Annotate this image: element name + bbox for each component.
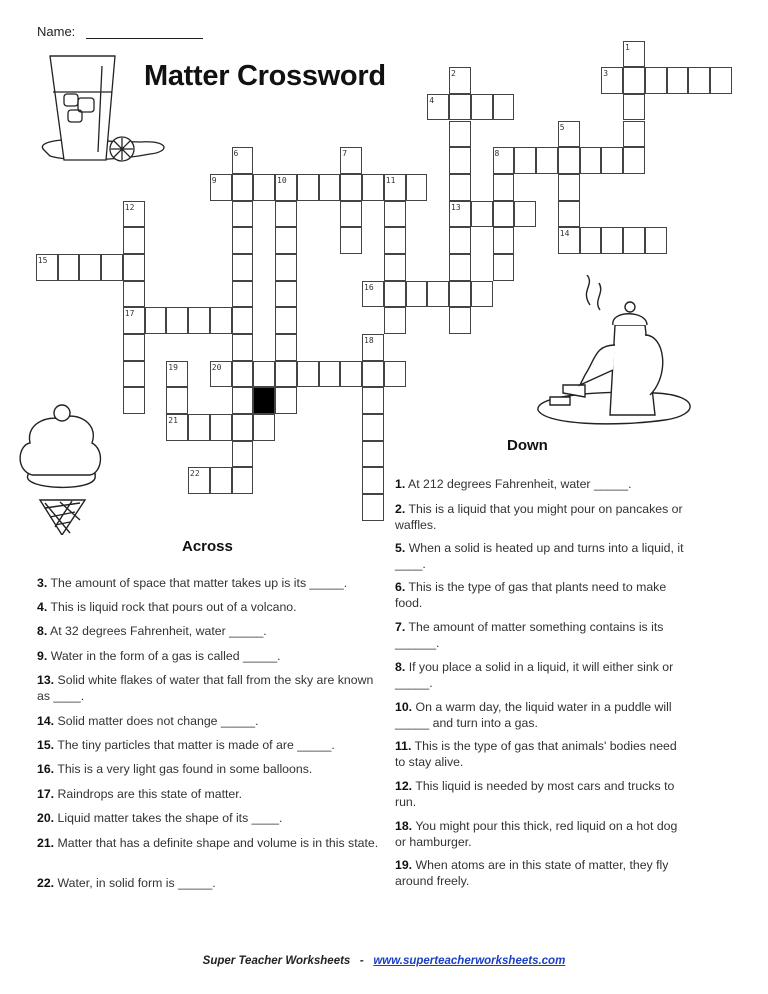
crossword-cell[interactable] <box>319 361 341 388</box>
crossword-cell[interactable] <box>232 441 254 468</box>
clue-text: This is the type of gas that animals' bodies need to stay alive. <box>395 739 677 769</box>
down-clue <box>395 858 685 889</box>
crossword-cell[interactable] <box>232 281 254 308</box>
crossword-cell[interactable] <box>232 174 254 201</box>
down-clue <box>395 541 685 572</box>
crossword-cell[interactable] <box>623 121 645 148</box>
clue-number: 19 <box>168 362 178 372</box>
crossword-cell[interactable] <box>101 254 123 281</box>
clue-text: This is a liquid that you might pour on pancakes or waffles. <box>395 502 683 532</box>
down-clue <box>395 502 685 533</box>
across-clue <box>37 649 382 665</box>
clue-number: 15 <box>37 255 48 265</box>
crossword-cell[interactable] <box>645 227 667 254</box>
crossword-cell[interactable] <box>558 147 580 174</box>
crossword-cell[interactable] <box>601 67 623 94</box>
clue-text: The tiny particles that matter is made of are _____. <box>57 738 335 752</box>
crossword-cell[interactable] <box>449 94 471 121</box>
crossword-cell[interactable] <box>340 361 362 388</box>
clue-number: 10. <box>395 700 413 714</box>
crossword-cell[interactable] <box>275 281 297 308</box>
crossword-cell[interactable] <box>623 94 645 121</box>
crossword-cell[interactable] <box>232 467 254 494</box>
clue-number: 2 <box>451 69 456 79</box>
crossword-cell[interactable] <box>275 174 297 201</box>
crossword-cell[interactable] <box>384 307 406 334</box>
crossword-cell[interactable] <box>275 201 297 228</box>
crossword-cell[interactable] <box>449 254 471 281</box>
clue-number: 21. <box>37 836 55 850</box>
down-heading: Down <box>507 437 548 454</box>
crossword-cell[interactable] <box>362 281 384 308</box>
crossword-cell[interactable] <box>275 227 297 254</box>
crossword-cell[interactable] <box>188 307 210 334</box>
crossword-cell[interactable] <box>362 387 384 414</box>
crossword-cell[interactable] <box>471 281 493 308</box>
across-clue <box>37 738 382 754</box>
crossword-cell[interactable] <box>623 147 645 174</box>
ice-cream-cone-illustration <box>10 375 110 535</box>
down-clue <box>395 779 685 810</box>
clue-number: 14. <box>37 714 55 728</box>
crossword-cell[interactable] <box>232 254 254 281</box>
crossword-cell[interactable] <box>688 67 710 94</box>
clue-number: 15. <box>37 738 55 752</box>
crossword-cell[interactable] <box>123 387 145 414</box>
clue-text: At 32 degrees Fahrenheit, water _____. <box>50 624 267 638</box>
across-clue <box>37 576 382 592</box>
crossword-cell[interactable] <box>384 254 406 281</box>
clue-text: If you place a solid in a liquid, it will either sink or _____. <box>395 660 674 690</box>
crossword-cell[interactable] <box>166 387 188 414</box>
clue-number: 7. <box>395 620 406 634</box>
clue-number: 16. <box>37 762 55 776</box>
crossword-cell[interactable] <box>340 174 362 201</box>
clue-number: 10 <box>277 175 287 185</box>
crossword-cell[interactable] <box>362 467 384 494</box>
across-clue <box>37 787 382 803</box>
clue-number: 4. <box>37 600 48 614</box>
across-clue <box>37 600 382 616</box>
crossword-cell[interactable] <box>558 227 580 254</box>
crossword-cell[interactable] <box>362 494 384 521</box>
across-clue <box>37 811 382 827</box>
down-clue <box>395 739 685 770</box>
crossword-cell[interactable] <box>623 41 645 68</box>
crossword-cell[interactable] <box>123 281 145 308</box>
clue-number: 22 <box>190 469 200 479</box>
crossword-cell[interactable] <box>449 201 471 228</box>
crossword-cell[interactable] <box>449 121 471 148</box>
crossword-cell[interactable] <box>232 387 254 414</box>
footer-separator: - <box>359 955 364 967</box>
crossword-cell[interactable] <box>275 254 297 281</box>
clue-number: 17 <box>124 309 135 319</box>
crossword-cell[interactable] <box>253 361 275 388</box>
coffee-pot-illustration <box>535 275 710 430</box>
crossword-cell[interactable] <box>253 414 275 441</box>
crossword-cell[interactable] <box>645 67 667 94</box>
crossword-cell[interactable] <box>123 361 145 388</box>
crossword-cell[interactable] <box>275 361 297 388</box>
across-clue <box>37 624 382 640</box>
crossword-cell[interactable] <box>166 414 188 441</box>
crossword-cell[interactable] <box>601 227 623 254</box>
crossword-cell[interactable] <box>210 307 232 334</box>
crossword-cell[interactable] <box>36 254 58 281</box>
crossword-cell[interactable] <box>210 467 232 494</box>
clue-number: 5. <box>395 541 406 555</box>
crossword-cell[interactable] <box>275 334 297 361</box>
across-clue <box>37 836 382 852</box>
clue-number: 12 <box>124 202 135 212</box>
crossword-cell[interactable] <box>166 307 188 334</box>
crossword-cell[interactable] <box>232 147 254 174</box>
crossword-cell[interactable] <box>710 67 732 94</box>
crossword-cell[interactable] <box>471 201 493 228</box>
crossword-cell[interactable] <box>384 281 406 308</box>
crossword-cell[interactable] <box>558 121 580 148</box>
footer-brand: Super Teacher Worksheets <box>202 955 351 967</box>
down-clue <box>395 620 685 651</box>
crossword-cell[interactable] <box>558 201 580 228</box>
across-clue <box>37 714 382 730</box>
clue-text: This liquid is needed by most cars and trucks to run. <box>395 779 675 809</box>
crossword-cell[interactable] <box>384 174 406 201</box>
clue-number: 5 <box>559 122 565 132</box>
clue-number: 20. <box>37 811 55 825</box>
crossword-cell[interactable] <box>384 361 406 388</box>
clue-number: 9. <box>37 649 48 663</box>
crossword-cell[interactable] <box>297 361 319 388</box>
crossword-cell[interactable] <box>123 227 145 254</box>
crossword-cell[interactable] <box>427 94 449 121</box>
crossword-cell[interactable] <box>406 281 428 308</box>
clue-number: 6. <box>395 580 406 594</box>
crossword-cell[interactable] <box>232 227 254 254</box>
clue-text: When a solid is heated up and turns into a liquid, it ____. <box>395 541 684 571</box>
clue-text: Water in the form of a gas is called _____. <box>50 649 281 663</box>
crossword-cell[interactable] <box>123 307 145 334</box>
clue-text: When atoms are in this state of matter, they fly around freely. <box>395 858 669 888</box>
crossword-cell[interactable] <box>493 227 515 254</box>
crossword-cell[interactable] <box>253 174 275 201</box>
crossword-cell[interactable] <box>449 281 471 308</box>
crossword-cell[interactable] <box>340 201 362 228</box>
crossword-cell[interactable] <box>297 174 319 201</box>
clue-number: 17. <box>37 787 55 801</box>
crossword-cell[interactable] <box>362 441 384 468</box>
crossword-cell[interactable] <box>514 147 536 174</box>
crossword-cell[interactable] <box>449 67 471 94</box>
clue-text: The amount of matter something contains is its ______. <box>395 620 664 650</box>
clue-number: 13 <box>451 202 461 212</box>
crossword-cell[interactable] <box>580 147 602 174</box>
crossword-cell[interactable] <box>623 227 645 254</box>
crossword-cell[interactable] <box>58 254 80 281</box>
crossword-cell[interactable] <box>536 147 558 174</box>
crossword-cell[interactable] <box>275 387 297 414</box>
crossword-cell[interactable] <box>362 174 384 201</box>
crossword-cell[interactable] <box>210 361 232 388</box>
clue-text: You might pour this thick, red liquid on a hot dog or hamburger. <box>395 819 678 849</box>
crossword-cell[interactable] <box>188 414 210 441</box>
clue-number: 7 <box>342 149 348 159</box>
crossword-cell[interactable] <box>319 174 341 201</box>
crossword-cell[interactable] <box>493 94 515 121</box>
down-clue <box>395 700 685 731</box>
name-label: Name: <box>37 24 76 39</box>
crossword-cell[interactable] <box>493 147 515 174</box>
across-clue <box>37 876 382 892</box>
across-heading: Across <box>182 538 233 555</box>
crossword-cell[interactable] <box>449 307 471 334</box>
crossword-cell[interactable] <box>514 201 536 228</box>
clue-number: 6 <box>233 149 239 159</box>
clue-number: 1. <box>395 477 406 491</box>
clue-number: 11 <box>385 175 396 185</box>
clue-number: 4 <box>429 95 435 105</box>
clue-number: 3 <box>603 69 609 79</box>
clue-number: 14 <box>559 229 570 239</box>
crossword-cell[interactable] <box>232 414 254 441</box>
clue-number: 20 <box>211 362 222 372</box>
crossword-cell[interactable] <box>188 467 210 494</box>
crossword-cell[interactable] <box>145 307 167 334</box>
crossword-cell[interactable] <box>667 67 689 94</box>
crossword-cell[interactable] <box>558 174 580 201</box>
crossword-cell[interactable] <box>384 201 406 228</box>
clue-number: 22. <box>37 876 55 890</box>
clue-number: 1 <box>625 42 630 52</box>
clue-text: Raindrops are this state of matter. <box>57 787 243 801</box>
down-clue <box>395 477 685 493</box>
clue-text: At 212 degrees Fahrenheit, water _____. <box>408 477 632 491</box>
clue-number: 16 <box>364 282 374 292</box>
down-clue <box>395 580 685 611</box>
crossword-black-cell <box>253 387 275 414</box>
across-clue <box>37 673 382 704</box>
crossword-cell[interactable] <box>123 254 145 281</box>
clue-number: 2. <box>395 502 406 516</box>
crossword-cell[interactable] <box>232 201 254 228</box>
crossword-cell[interactable] <box>384 227 406 254</box>
clue-text: This is the type of gas that plants need to make food. <box>395 580 667 610</box>
crossword-cell[interactable] <box>406 174 428 201</box>
clue-text: The amount of space that matter takes up is its _____. <box>50 576 348 590</box>
clue-text: Solid matter does not change _____. <box>57 714 259 728</box>
footer-link[interactable]: www.superteacherworksheets.com <box>373 955 566 967</box>
crossword-cell[interactable] <box>471 94 493 121</box>
crossword-cell[interactable] <box>166 361 188 388</box>
crossword-cell[interactable] <box>210 414 232 441</box>
clue-number: 9 <box>211 175 217 185</box>
crossword-cell[interactable] <box>362 414 384 441</box>
across-clue <box>37 762 382 778</box>
clue-number: 8. <box>37 624 48 638</box>
crossword-cell[interactable] <box>340 227 362 254</box>
down-clue <box>395 660 685 691</box>
clue-text: This is liquid rock that pours out of a volcano. <box>50 600 297 614</box>
footer <box>0 955 768 967</box>
clue-number: 11. <box>395 739 412 753</box>
clue-number: 12. <box>395 779 413 793</box>
crossword-cell[interactable] <box>449 227 471 254</box>
clue-number: 3. <box>37 576 48 590</box>
clue-text: Solid white flakes of water that fall from the sky are known as ____. <box>37 673 374 703</box>
clue-number: 18 <box>364 335 374 345</box>
crossword-cell[interactable] <box>362 361 384 388</box>
clue-text: On a warm day, the liquid water in a puddle will _____ and turn into a gas. <box>395 700 672 730</box>
crossword-cell[interactable] <box>580 227 602 254</box>
clue-text: Matter that has a definite shape and volume is in this state. <box>57 836 379 850</box>
crossword-cell[interactable] <box>79 254 101 281</box>
clue-text: Water, in solid form is _____. <box>57 876 216 890</box>
crossword-cell[interactable] <box>427 281 449 308</box>
crossword-cell[interactable] <box>601 147 623 174</box>
crossword-cell[interactable] <box>493 254 515 281</box>
clue-number: 18. <box>395 819 413 833</box>
crossword-cell[interactable] <box>362 334 384 361</box>
clue-number: 19. <box>395 858 413 872</box>
crossword-cell[interactable] <box>449 174 471 201</box>
clue-number: 13. <box>37 673 55 687</box>
clue-number: 8 <box>494 149 500 159</box>
down-clue <box>395 819 685 850</box>
crossword-cell[interactable] <box>232 307 254 334</box>
crossword-cell[interactable] <box>623 67 645 94</box>
clue-text: This is a very light gas found in some balloons. <box>57 762 313 776</box>
clue-number: 21 <box>168 415 178 425</box>
crossword-cell[interactable] <box>123 334 145 361</box>
clue-text: Liquid matter takes the shape of its ____. <box>57 811 283 825</box>
crossword-cell[interactable] <box>210 174 232 201</box>
page-title: Matter Crossword <box>144 60 386 92</box>
crossword-cell[interactable] <box>340 147 362 174</box>
crossword-cell[interactable] <box>232 334 254 361</box>
crossword-cell[interactable] <box>493 174 515 201</box>
crossword-cell[interactable] <box>123 201 145 228</box>
clue-number: 8. <box>395 660 406 674</box>
crossword-cell[interactable] <box>275 307 297 334</box>
crossword-cell[interactable] <box>449 147 471 174</box>
crossword-cell[interactable] <box>232 361 254 388</box>
crossword-cell[interactable] <box>493 201 515 228</box>
